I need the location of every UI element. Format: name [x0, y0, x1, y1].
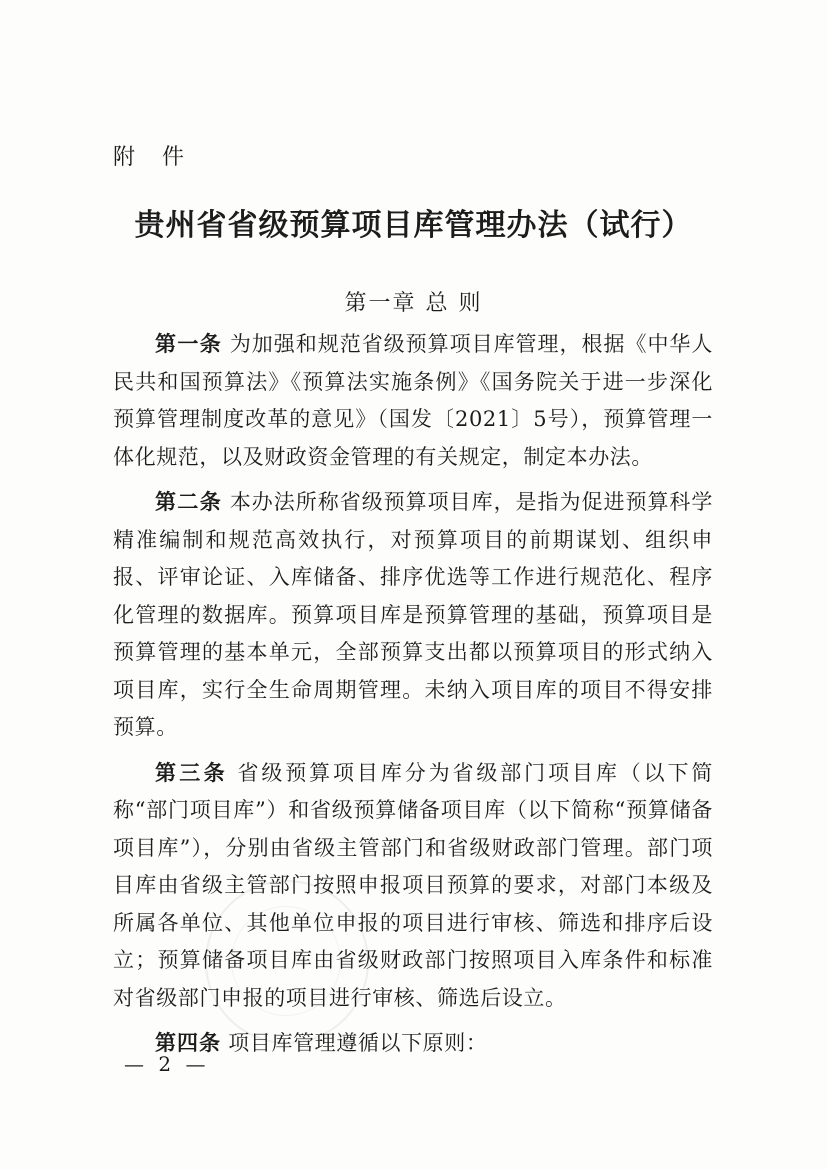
page-number: — 2 — — [124, 1052, 210, 1076]
article-1-label: 第一条 — [155, 332, 223, 356]
article-3-label: 第三条 — [155, 760, 228, 785]
article-2-label: 第二条 — [155, 490, 223, 514]
article-2-text: 本办法所称省级预算项目库，是指为促进预算科学精准编制和规范高效执行，对预算项目的前期谋划、组织申报、评审论证、入库储备、排序优选等工作进行规范化、程序化管理的数据库。预算项目库是预算管理的基础，预算项目是预算管理的基本单元，全部预算支出都以预算项目的形式纳入项目库，实行全生命周期管理。未纳入项目库的项目不得安排预算。 — [113, 490, 714, 739]
article-1-text: 为加强和规范省级预算项目库管理，根据《中华人民共和国预算法》《预算法实施条例》《国务院关于进一步深化预算管理制度改革的意见》（国发〔2021〕5号），预算管理一体化规范，以及财政资金管理的有关规定，制定本办法。 — [113, 332, 714, 469]
article-4-label: 第四条 — [155, 1031, 221, 1055]
article-3 — [113, 755, 713, 1018]
chapter-heading: 第一章 总 则 — [344, 291, 483, 316]
document-body — [113, 326, 713, 1071]
article-3-text: 省级预算项目库分为省级部门项目库（以下简称“部门项目库”）和省级预算储备项目库（以下简称“预算储备项目库”），分别由省级主管部门和省级财政部门管理。部门项目库由省级主管部门按照申报项目预算的要求，对部门本级及所属各单位、其他单位申报的项目进行审核、筛选和排序后设立；预算储备项目库由省级财政部门按照项目入库条件和标准对省级部门申报的项目进行审核、筛选后设立。 — [113, 760, 714, 1010]
article-4-text: 项目库管理遵循以下原则： — [228, 1031, 488, 1055]
article-1 — [113, 326, 713, 476]
article-2 — [113, 484, 713, 747]
attachment-label: 附 件 — [113, 145, 194, 170]
document-title: 贵州省省级预算项目库管理办法（试行） — [134, 208, 693, 243]
